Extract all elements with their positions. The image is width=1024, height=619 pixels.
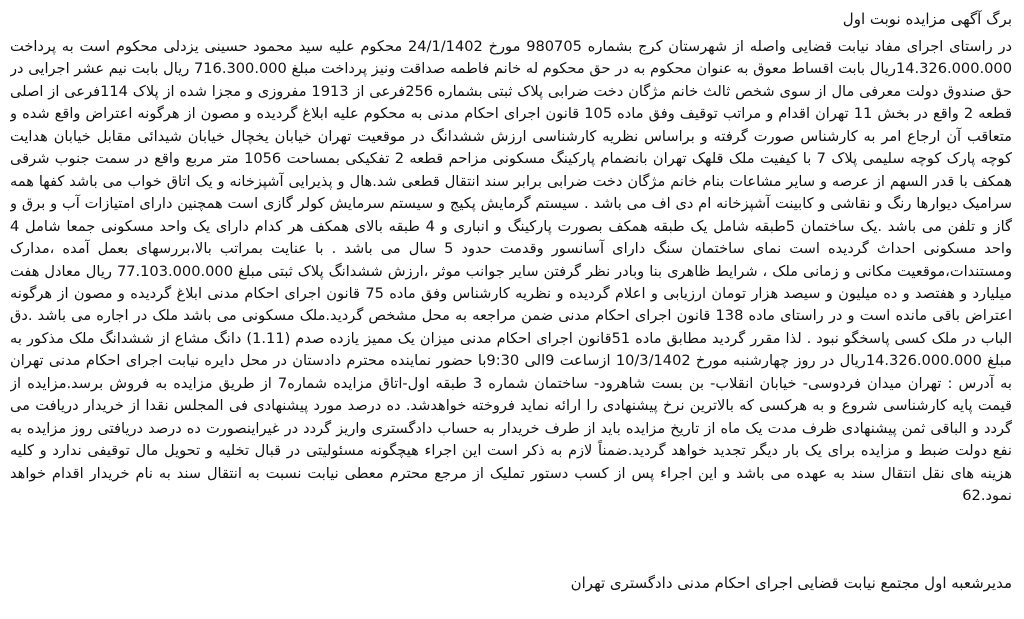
notice-body: در راستای اجرای مفاد نیابت قضایی واصله از شهرستان کرج بشماره 980705 مورخ 24/1/1402 محکوم علیه سید محمود حسینی یزدلی محکوم است به پرداخت 14.326.000.000ریال بابت اقساط معوق به عنوان محکوم به در حق محکوم له خانم فاطمه صداقت ونیز پرداخت مبلغ 716.300.000 ریال بابت نیم عشر اجرایی در حق صندوق دولت معرفی مال از سوی شخص ثالث خانم مژگان دخت ضرابی پلاک ثبتی بشماره 256فرعی از 1913 مفروزی و مجزا شده از پلاک 114فرعی از اصلی قطعه 2 واقع در بخش 11 تهران اقدام و مراتب توقیف وفق ماده 105 قانون اجرای احکام مدنی به محکوم علیه ابلاغ گردیده و مصون از هرگونه اعتراض واقع شده و متعاقب آن ارجاع امر به کارشناس صورت گرفته و براساس نظریه کارشناسی ارزش ششدانگ در موقعیت تهران خیابان یخچال خیابان شیدائی مقابل خیابان هدایت کوچه پارک کوچه سلیمی پلاک 7 با کیفیت ملک قلهک تهران بانضمام پارکینگ مسکونی مزاحم قطعه 2 تفکیکی بمساحت 1056 متر مربع واقع در سمت جنوب شرقی همکف با قدر السهم از عرصه و سایر مشاعات بنام خانم مژگان دخت ضرابی برابر سند انتقال قطعی شد.هال و پذیرایی آشپزخانه و یک اتاق خواب می باشد کفها همه سرامیک دیوارها رنگ و نقاشی و کابینت آشپزخانه ام دی اف می باشد . سیستم گرمایش پکیج و سیستم سرمایش کولر گازی است همچنین دارای امتیازات آب و برق و گاز و تلفن می باشد .یک ساختمان 5طبقه شامل یک طبقه همکف بصورت پارکینگ و انباری و 4 طبقه بالای همکف هر کدام دارای یک واحد مسکونی جمعا شامل 4 واحد مسکونی احداث گردیده است نمای ساختمان سنگ دارای آسانسور وقدمت حدود 5 سال می باشد . با عنایت بمراتب بالا،بررسهای بعمل آمده ،مدارک ومستندات،موقعیت مکانی و زمانی ملک ، شرایط ظاهری بنا وبادر نظر گرفتن سایر جوانب موثر ،ارزش ششدانگ پلاک ثبتی مبلغ 77.103.000.000 ریال معادل هفت میلیارد و هفتصد و ده میلیون و سیصد هزار تومان ارزیابی و اعلام گردیده و نظریه کارشناس وفق ماده 75 قانون اجرای احکام مدنی ابلاغ گردیده و مصون از هرگونه اعتراض باقی مانده است و در راستای ماده 138 قانون اجرای احکام مدنی ضمن مراجعه به محل مشخص گردید.ملک مسکونی می باشد ملک در اجاره می باشد .دق الباب در ملک کسی پاسخگو نبود . لذا مقرر گردید مطابق ماده 51قانون اجرای احکام مدنی میزان یک ممیز یازده صدم (1.11) دانگ مشاع از ششدانگ ملک مذکور به مبلغ 14.326.000.000ریال در روز چهارشنبه مورخ 10/3/1402 ازساعت 9الی 9:30با حضور نماینده محترم دادستان در محل دایره نیابت اجرای احکام مدنی تهران به آدرس : تهران میدان فردوسی- خیابان انقلاب- بن بست شاهرود- ساختمان شماره 3 طبقه اول-اتاق مزایده شماره7 از طریق مزایده به فروش برسد.مزایده از قیمت پایه کارشناسی شروع و به هرکسی که بالاترین نرخ پیشنهادی را ارائه نماید فروخته خواهدشد. ده درصد مورد پیشنهادی فی المجلس نقدا از خریدار دریافت می گردد و الباقی ثمن پیشنهادی ظرف مدت یک ماه از تاریخ مزایده باید از طرف خریدار به حساب دادگستری واریز گردد در غیراینصورت ده درصد دریافتی روز مزایده به نفع دولت ضبط و مزایده برای یک بار دیگر تجدید خواهد گردید.ضمناً لازم به ذکر است این اجراء هیچگونه مسئولیتی در قبال تخلیه و تحویل مال توقیفی ندارد و کلیه هزینه های نقل انتقال سند به عهده می باشد و این اجراء پس از کسب دستور تملیک از مرجع محترم معطی نیابت نسبت به انتقال سند به نام خریدار اقدام خواهد نمود.62 xyxy=(10,38,1012,505)
notice-title: برگ آگهی مزایده نوبت اول xyxy=(842,10,1012,28)
notice-signature: مدیرشعبه اول مجتمع نیابت قضایی اجرای احکام مدنی دادگستری تهران xyxy=(570,574,1012,592)
